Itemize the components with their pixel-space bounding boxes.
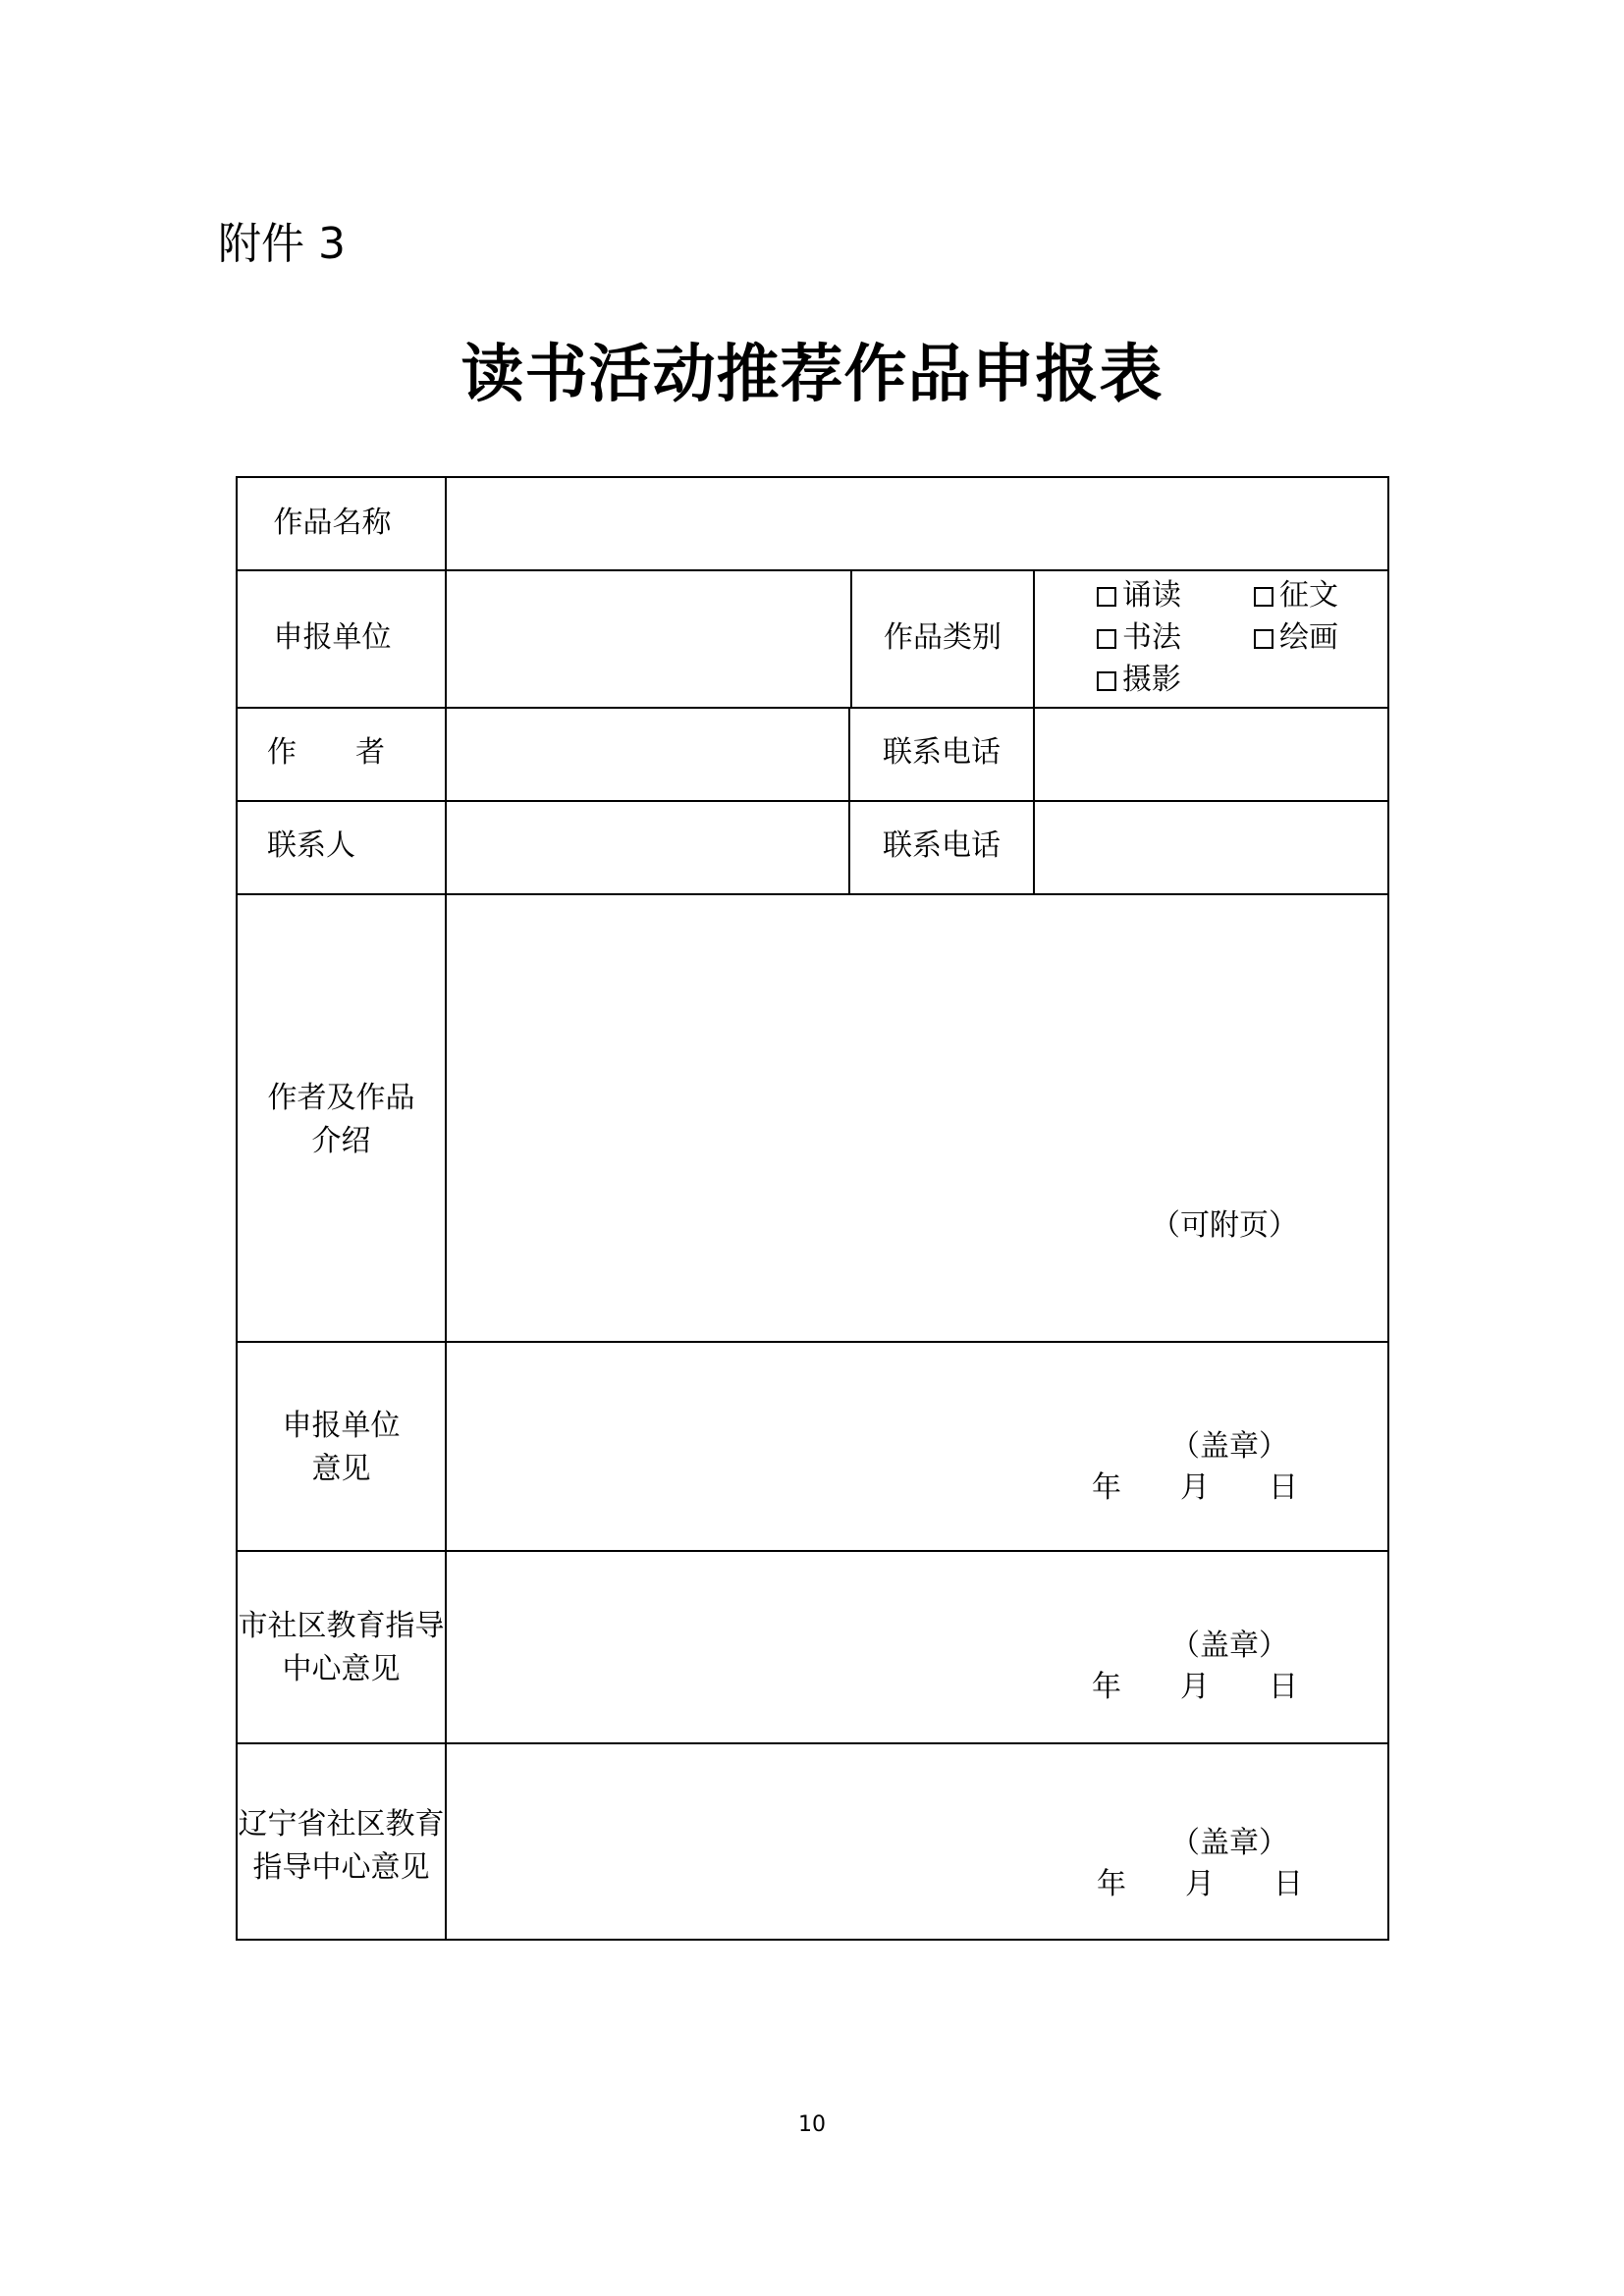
contact-phone-field[interactable] (1035, 802, 1387, 893)
author-field[interactable] (447, 709, 847, 800)
work-name-field[interactable] (447, 478, 1387, 569)
date-line: 年 月 日 (1092, 1470, 1298, 1505)
author-label: 作 者 (267, 735, 385, 770)
checkbox-icon[interactable] (1254, 587, 1273, 607)
category-option-calligraphy[interactable]: 书法 (1097, 616, 1181, 660)
contact-phone-label: 联系电话 (883, 828, 1001, 863)
phone-label: 联系电话 (883, 735, 1001, 770)
seal-text: （盖章） (1170, 1826, 1288, 1860)
province-center-opinion-label: 辽宁省社区教育 指导中心意见 (238, 1807, 445, 1885)
category-option-photography[interactable]: 摄影 (1097, 659, 1181, 702)
document-title: 读书活动推荐作品申报表 (460, 338, 1164, 411)
category-label: 作品类别 (884, 620, 1001, 655)
work-name-label: 作品名称 (273, 506, 392, 540)
checkbox-icon[interactable] (1097, 629, 1116, 649)
unit-label: 申报单位 (273, 620, 392, 655)
checkbox-icon[interactable] (1254, 629, 1273, 649)
application-form-table (236, 476, 1389, 1941)
city-center-opinion-label: 市社区教育指导 中心意见 (238, 1609, 445, 1686)
category-option-essay[interactable]: 征文 (1254, 574, 1338, 617)
category-option-painting[interactable]: 绘画 (1254, 616, 1338, 660)
contact-person-field[interactable] (447, 802, 847, 893)
attachment-label: 附件 3 (218, 219, 346, 269)
attach-page-note: （可附页） (1151, 1208, 1298, 1243)
introduction-label: 作者及作品 介绍 (267, 1081, 415, 1158)
date-line: 年 月 日 (1092, 1670, 1298, 1704)
date-line: 年 月 日 (1097, 1867, 1303, 1901)
unit-field[interactable] (447, 571, 849, 707)
contact-person-label: 联系人 (267, 828, 355, 863)
checkbox-icon[interactable] (1097, 587, 1116, 607)
unit-opinion-label: 申报单位 意见 (282, 1409, 401, 1486)
seal-text: （盖章） (1170, 1629, 1288, 1663)
author-phone-field[interactable] (1035, 709, 1387, 800)
introduction-field[interactable] (447, 895, 1387, 1341)
checkbox-icon[interactable] (1097, 671, 1116, 691)
page-number: 10 (798, 2112, 826, 2137)
category-option-recitation[interactable]: 诵读 (1097, 574, 1181, 617)
seal-text: （盖章） (1170, 1429, 1288, 1464)
